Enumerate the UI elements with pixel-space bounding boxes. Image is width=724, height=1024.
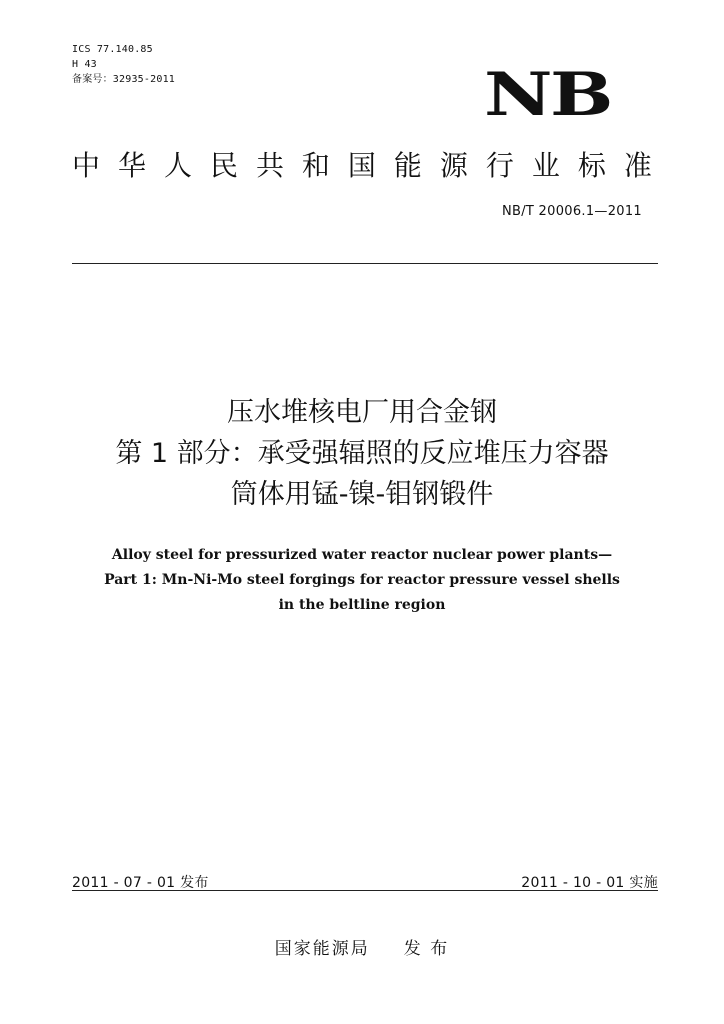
nb-logo: NB: [484, 60, 611, 130]
issue-date: 2011 - 07 - 01 发布: [72, 875, 209, 891]
english-title-line-3: in the beltline region: [278, 597, 446, 613]
english-title-line-2: Part 1: Mn-Ni-Mo steel forgings for reactor pressure vessel shells: [104, 572, 620, 588]
heading-char: 和: [301, 149, 330, 182]
standard-number: NB/T 20006.1—2011: [501, 204, 642, 219]
ccs-code: H 43: [72, 59, 97, 70]
heading-char: 能: [393, 149, 422, 182]
publisher-action: 发 布: [403, 939, 450, 959]
heading-char: 准: [623, 149, 652, 182]
heading-char: 人: [163, 149, 192, 182]
chinese-title-line-3: 筒体用锰-镍-钼钢锻件: [230, 479, 494, 510]
heading-char: 华: [117, 149, 146, 182]
heading-char: 中: [72, 149, 101, 182]
heading-char: 共: [255, 149, 284, 182]
filing-number: 备案号：32935-2011: [72, 74, 176, 85]
ics-code: ICS 77.140.85: [72, 44, 153, 55]
heading-char: 标: [577, 149, 606, 182]
implementation-date: 2011 - 10 - 01 实施: [521, 875, 658, 891]
standard-type-heading: [72, 148, 652, 184]
heading-char: 民: [209, 149, 238, 182]
classification-block: [72, 42, 175, 87]
header-divider: [72, 263, 658, 264]
english-title: [40, 543, 684, 618]
heading-char: 业: [531, 149, 560, 182]
publisher-line: [0, 934, 724, 959]
heading-char: 国: [347, 149, 376, 182]
chinese-title: [40, 392, 684, 515]
heading-char: 行: [485, 149, 514, 182]
publisher-name: 国家能源局: [274, 939, 370, 959]
chinese-title-line-2: 第 1 部分：承受强辐照的反应堆压力容器: [115, 438, 609, 469]
heading-char: 源: [439, 149, 468, 182]
english-title-line-1: Alloy steel for pressurized water reactor nuclear power plants—: [111, 547, 613, 563]
footer-divider: [72, 890, 658, 891]
chinese-title-line-1: 压水堆核电厂用合金钢: [227, 397, 497, 428]
